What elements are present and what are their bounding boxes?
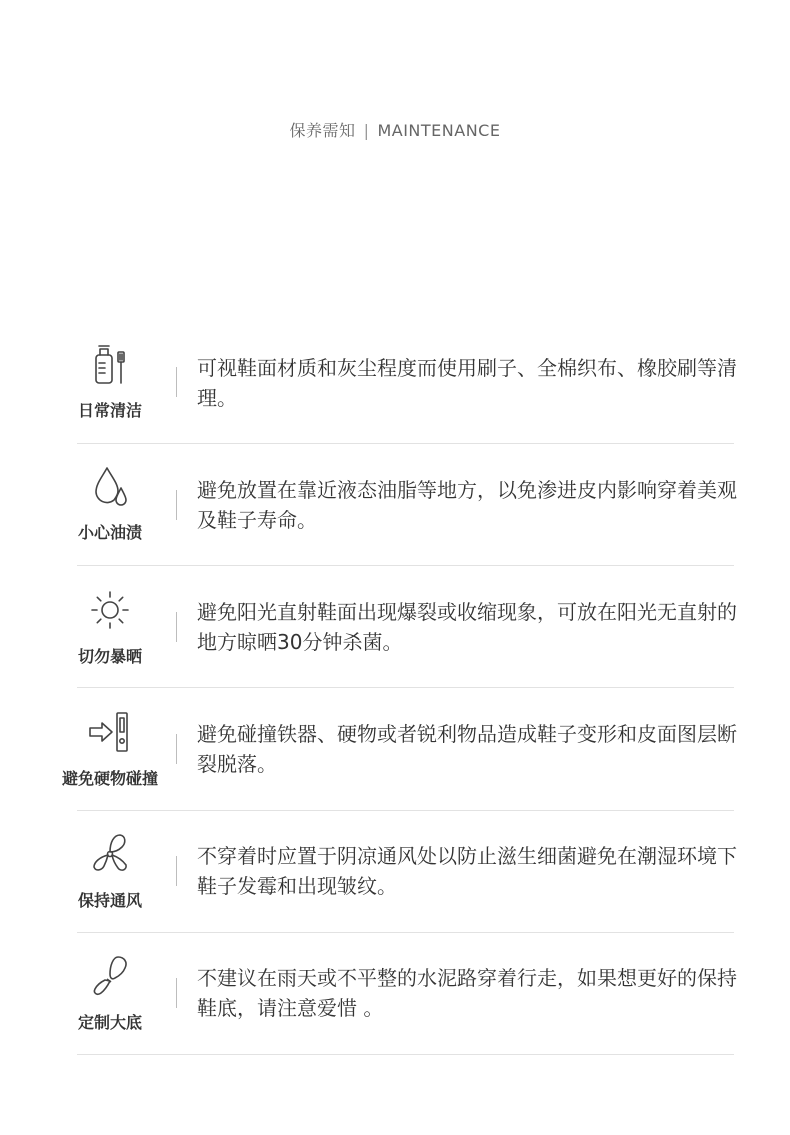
- item-label: 日常清洁: [77, 401, 142, 420]
- sun-icon: [88, 588, 132, 632]
- row-divider: [77, 687, 734, 688]
- cleaning-bottle-icon: [88, 342, 132, 386]
- fan-icon: [88, 832, 132, 876]
- row-divider: [77, 932, 734, 933]
- item-description: 可视鞋面材质和灰尘程度而使用刷子、全棉织布、橡胶刷等清理。: [197, 356, 737, 410]
- item-description: 避免放置在靠近液态油脂等地方，以免渗进皮内影响穿着美观及鞋子寿命。: [197, 478, 737, 532]
- item-label: 定制大底: [77, 1013, 142, 1032]
- vertical-separator: [176, 856, 177, 886]
- item-label: 保持通风: [77, 891, 142, 910]
- vertical-separator: [176, 490, 177, 520]
- item-label: 避免硬物碰撞: [61, 769, 158, 788]
- oil-drop-icon: [88, 464, 132, 508]
- item-description: 不建议在雨天或不平整的水泥路穿着行走，如果想更好的保持鞋底，请注意爱惜 。: [197, 966, 737, 1020]
- maintenance-item-sole: [0, 954, 790, 1076]
- header-title-en: MAINTENANCE: [377, 121, 501, 140]
- header-title-cn: 保养需知: [289, 121, 356, 140]
- item-description: 避免阳光直射鞋面出现爆裂或收缩现象，可放在阳光无直射的地方晾晒30分钟杀菌。: [197, 600, 737, 654]
- vertical-separator: [176, 734, 177, 764]
- maintenance-item-cleaning: [0, 342, 790, 464]
- maintenance-item-ventilation: [0, 832, 790, 954]
- row-divider: [77, 1054, 734, 1055]
- vertical-separator: [176, 367, 177, 397]
- maintenance-item-sun: [0, 588, 790, 710]
- vertical-separator: [176, 612, 177, 642]
- header-separator: |: [363, 121, 370, 140]
- row-divider: [77, 565, 734, 566]
- item-description: 避免碰撞铁器、硬物或者锐利物品造成鞋子变形和皮面图层断裂脱落。: [197, 722, 737, 776]
- maintenance-item-oil: [0, 464, 790, 586]
- item-label: 切勿暴晒: [77, 647, 142, 666]
- item-description: 不穿着时应置于阴凉通风处以防止滋生细菌避免在潮湿环境下鞋子发霉和出现皱纹。: [197, 844, 737, 898]
- page-header: [0, 118, 790, 141]
- vertical-separator: [176, 978, 177, 1008]
- row-divider: [77, 810, 734, 811]
- item-label: 小心油渍: [77, 523, 142, 542]
- row-divider: [77, 443, 734, 444]
- impact-icon: [88, 710, 132, 754]
- maintenance-item-impact: [0, 710, 790, 832]
- footprint-icon: [88, 954, 132, 998]
